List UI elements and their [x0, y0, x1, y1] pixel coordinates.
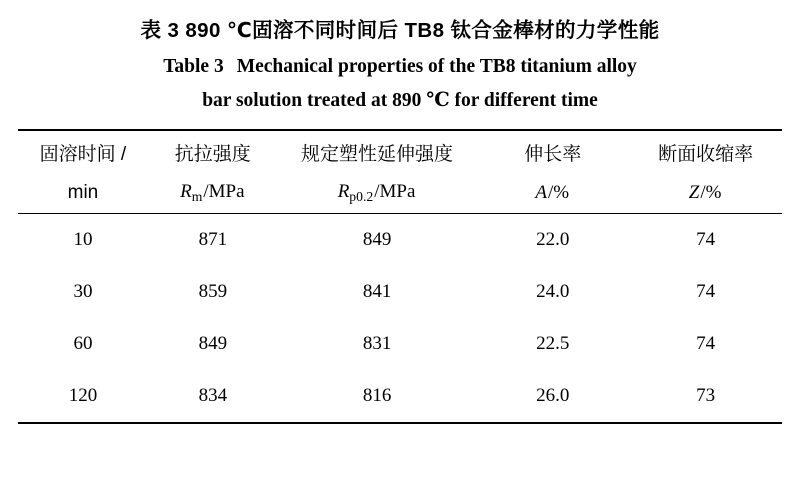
cell-elongation: 22.0 — [476, 214, 629, 267]
header-elongation-symbol — [476, 173, 629, 214]
cell-reduction: 73 — [696, 385, 716, 407]
symbol-rm-sub: m — [191, 189, 203, 205]
symbol-z: Z — [688, 182, 700, 204]
cell-elongation: 22.5 — [536, 333, 570, 355]
mechanical-properties-table — [18, 129, 782, 432]
header-tensile-strength: 抗拉强度 — [148, 130, 278, 173]
cell-proof: 849 — [278, 214, 477, 267]
header-elongation: 伸长率 — [476, 130, 629, 173]
cell-tensile: 871 — [148, 214, 278, 267]
cell-tensile: 849 — [198, 333, 228, 355]
header-tensile-symbol — [148, 173, 278, 214]
cell-proof: 841 — [362, 281, 392, 303]
table-bottom-rule — [18, 423, 782, 432]
table-header-row-1 — [18, 130, 782, 173]
header-reduction-of-area: 断面收缩率 — [629, 130, 782, 173]
cell-elongation: 26.0 — [536, 385, 570, 407]
header-proof-strength: 规定塑性延伸强度 — [278, 130, 477, 173]
symbol-rm: R — [180, 181, 192, 203]
table-row — [18, 214, 782, 267]
caption-english-label: Table 3 — [163, 55, 224, 77]
table-header-row-2 — [18, 173, 782, 214]
symbol-a: A — [535, 182, 548, 204]
symbol-rp: R — [337, 181, 350, 203]
header-reduction-symbol — [629, 173, 782, 214]
cell-tensile: 859 — [198, 281, 228, 303]
caption-english-line2: bar solution treated at 890 ℃ for different time — [202, 89, 598, 111]
table-caption — [18, 10, 782, 115]
unit-z: /% — [700, 182, 722, 204]
cell-elongation: 24.0 — [536, 281, 570, 303]
symbol-rp-sub: p0.2 — [349, 189, 374, 205]
cell-proof: 816 — [362, 385, 392, 407]
table-row — [18, 318, 782, 370]
caption-english-text1: Mechanical properties of the TB8 titanium alloy — [236, 55, 637, 77]
cell-time: 30 — [73, 281, 93, 303]
caption-chinese: 表 3 890 ℃固溶不同时间后 TB8 钛合金棒材的力学性能 — [140, 19, 660, 42]
header-time-unit: min — [67, 182, 99, 204]
unit-rm: /MPa — [203, 181, 245, 203]
table-row — [18, 266, 782, 318]
caption-english-line1 — [18, 53, 782, 81]
cell-proof: 831 — [362, 333, 392, 355]
cell-tensile: 834 — [198, 385, 228, 407]
cell-reduction: 74 — [696, 333, 716, 355]
unit-a: /% — [548, 182, 570, 204]
header-proof-symbol — [278, 173, 477, 214]
unit-rp: /MPa — [374, 181, 416, 203]
cell-time: 120 — [68, 385, 98, 407]
cell-reduction: 74 — [696, 281, 716, 303]
header-time: 固溶时间 / — [18, 130, 148, 173]
cell-time: 10 — [18, 214, 148, 267]
table-row — [18, 370, 782, 423]
cell-reduction: 74 — [629, 214, 782, 267]
cell-time: 60 — [73, 333, 93, 355]
